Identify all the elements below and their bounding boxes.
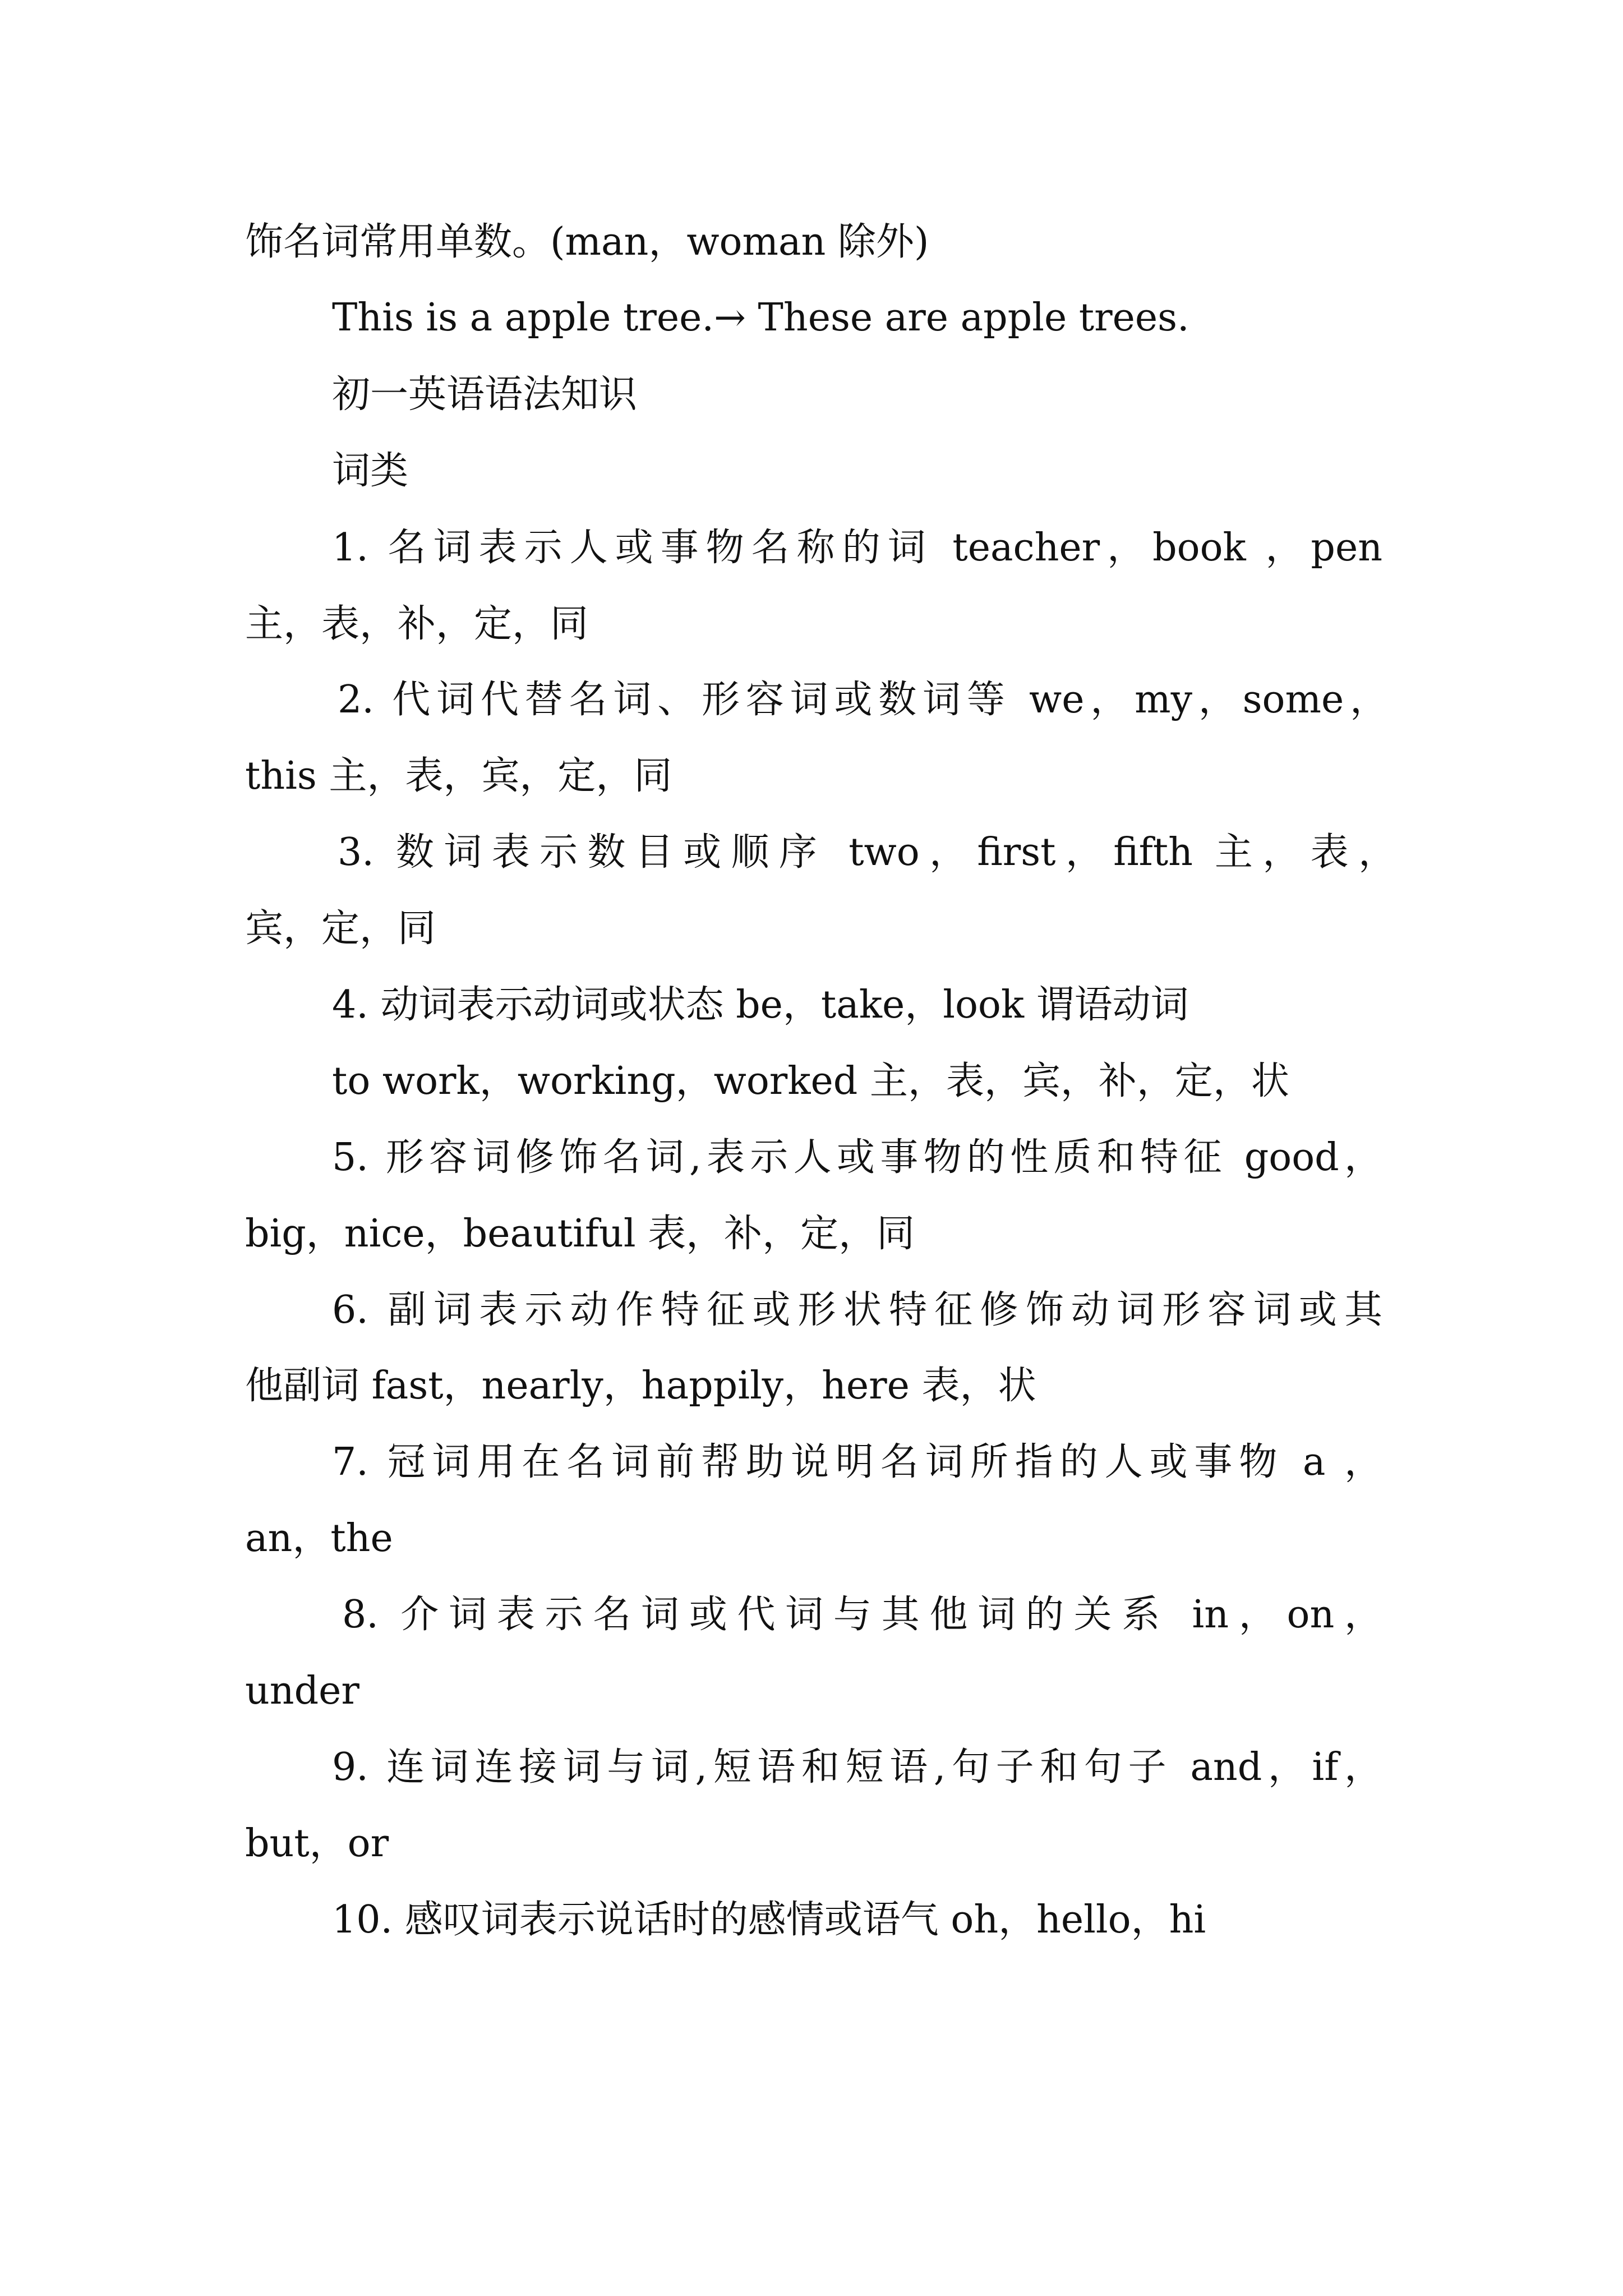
list-item-9-line-2: but，or <box>245 1821 389 1866</box>
list-item-10-line-1: 10. 感叹词表示说话时的感情或语气 oh，hello，hi <box>332 1898 1206 1942</box>
list-item-2-line-1: 2. 代词代替名词、形容词或数词等 we，my，some， <box>338 678 1388 722</box>
list-item-1-line-1: 1. 名词表示人或事物名称的词 teacher，book ，pen <box>332 526 1382 570</box>
list-item-8-line-1: 8. 介词表示名词或代词与其他词的关系 in，on， <box>342 1593 1382 1637</box>
list-item-7-line-2: an，the <box>245 1516 393 1561</box>
list-item-7-line-1: 7. 冠词用在名词前帮助说明名词所指的人或事物 a ， <box>332 1440 1382 1484</box>
list-item-5-line-2: big，nice，beautiful 表，补，定，同 <box>245 1212 915 1256</box>
list-item-4-line-2: to work，working，worked 主，表，宾，补，定，状 <box>332 1059 1289 1103</box>
list-item-3-line-2: 宾，定，同 <box>245 907 436 951</box>
list-item-2-line-2: this 主，表，宾，定，同 <box>245 754 672 798</box>
list-item-6-line-2: 他副词 fast，nearly，happily，here 表，状 <box>245 1364 1036 1408</box>
list-item-6-line-1: 6. 副词表示动作特征或形状特征修饰动词形容词或其 <box>332 1288 1382 1332</box>
list-item-3-line-1: 3. 数词表示数目或顺序 two，first，fifth 主，表， <box>338 830 1396 875</box>
list-item-1-line-2: 主，表，补，定，同 <box>245 602 589 646</box>
text-line-1: 饰名词常用单数。(man，woman 除外) <box>245 220 929 264</box>
subsection-title: 词类 <box>332 449 409 493</box>
list-item-8-line-2: under <box>245 1669 359 1713</box>
list-item-4-line-1: 4. 动词表示动词或状态 be，take，look 谓语动词 <box>332 983 1189 1027</box>
section-title: 初一英语语法知识 <box>332 372 638 417</box>
list-item-9-line-1: 9. 连词连接词与词,短语和短语,句子和句子 and，if， <box>332 1745 1382 1789</box>
example-sentence: This is a apple tree.→ These are apple trees. <box>332 296 1189 340</box>
list-item-5-line-1: 5. 形容词修饰名词,表示人或事物的性质和特征 good， <box>332 1135 1382 1180</box>
